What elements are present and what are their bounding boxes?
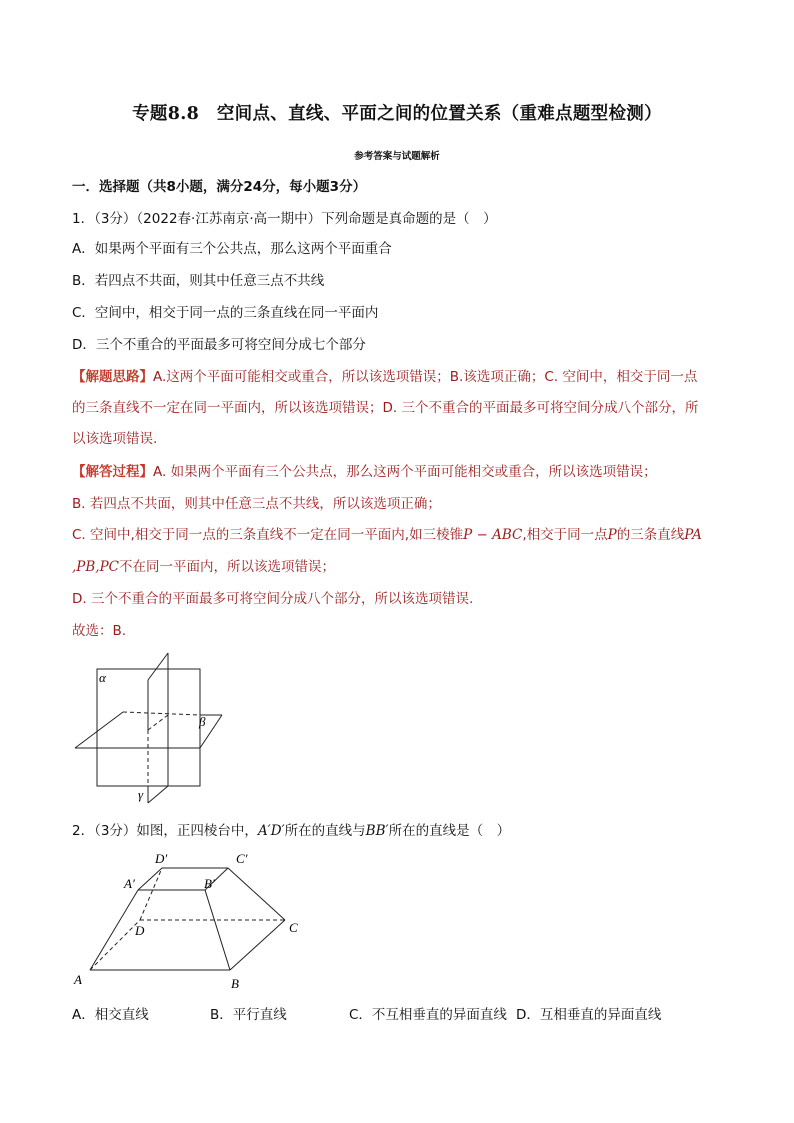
label-D: D: [135, 923, 145, 938]
q1-solution-process-line1: 【解答过程】A. 如果两个平面有三个公共点，那么这两个平面可能相交或重合，所以该选项错误；: [72, 464, 657, 480]
q1-option-a: A．如果两个平面有三个公共点，那么这两个平面重合: [72, 241, 392, 257]
edge-DDp: [140, 868, 162, 920]
q1-answer: 故选：B.: [72, 623, 127, 639]
edge-DpAp: [138, 868, 162, 890]
edge-BC: [230, 920, 285, 970]
page-subtitle: 参考答案与试题解析: [354, 151, 440, 162]
edge-CCp: [228, 868, 285, 920]
label-B: B: [231, 976, 239, 991]
label-Cp: C′: [236, 851, 248, 866]
q1-option-c: C．空间中，相交于同一点的三条直线在同一平面内: [72, 305, 379, 321]
q2-option-d: D．互相垂直的异面直线: [516, 1007, 662, 1023]
q2-option-a: A．相交直线: [72, 1007, 149, 1023]
solution-idea-tag: 【解题思路】: [72, 369, 153, 385]
q2-options: [72, 1003, 732, 1021]
label-gamma: γ: [138, 787, 144, 802]
q2-option-b: B．平行直线: [210, 1007, 287, 1023]
q1-option-d: D．三个不重合的平面最多可将空间分成七个部分: [72, 337, 366, 353]
q1-solution-idea-line2: 的三条直线不一定在同一平面内，所以该选项错误；D. 三个不重合的平面最多可将空间分成八个部分，所: [72, 400, 699, 416]
q1-solution-process-line2: B. 若四点不共面，则其中任意三点不共线，所以该选项正确；: [72, 496, 441, 512]
q1-solution-idea-line1: 【解题思路】A.这两个平面可能相交或重合，所以该选项错误；B.该选项正确；C. 空间中，相交于同一点: [72, 369, 698, 385]
label-A: A: [74, 972, 82, 987]
edge-BBp: [205, 890, 230, 970]
label-beta: β: [199, 714, 206, 729]
solution-process-tag: 【解答过程】: [72, 464, 153, 480]
q1-solution-process-line5: D. 三个不重合的平面最多可将空间分成八个部分，所以该选项错误.: [72, 591, 474, 607]
label-Bp: B′: [204, 876, 215, 891]
section-heading: 一．选择题（共8小题，满分24分，每小题3分）: [72, 179, 367, 195]
q1-solution-process-line4: ,PB,PC不在同一平面内，所以该选项错误；: [72, 559, 335, 575]
label-C: C: [289, 920, 298, 935]
label-Ap: A′: [124, 876, 135, 891]
page-title: 专题8.8 空间点、直线、平面之间的位置关系（重难点题型检测）: [132, 104, 662, 124]
q1-solution-idea-line3: 以该选项错误.: [72, 431, 158, 447]
q1-option-b: B．若四点不共面，则其中任意三点不共线: [72, 273, 325, 289]
edge-AAp: [90, 890, 138, 970]
q2-option-c: C．不互相垂直的异面直线: [349, 1007, 507, 1023]
q1-solution-process-line3: C. 空间中,相交于同一点的三条直线不一定在同一平面内,如三棱锥P − ABC,相交于同一点P的三条直线PA: [72, 527, 702, 543]
q1-stem: 1．（3分）（2022春·江苏南京·高一期中）下列命题是真命题的是（ ）: [72, 211, 497, 227]
q2-stem: 2．（3分）如图，正四棱台中，A′D′所在的直线与BB′所在的直线是（ ）: [72, 823, 511, 839]
label-Dp: D′: [155, 851, 168, 866]
label-alpha: α: [99, 670, 106, 685]
